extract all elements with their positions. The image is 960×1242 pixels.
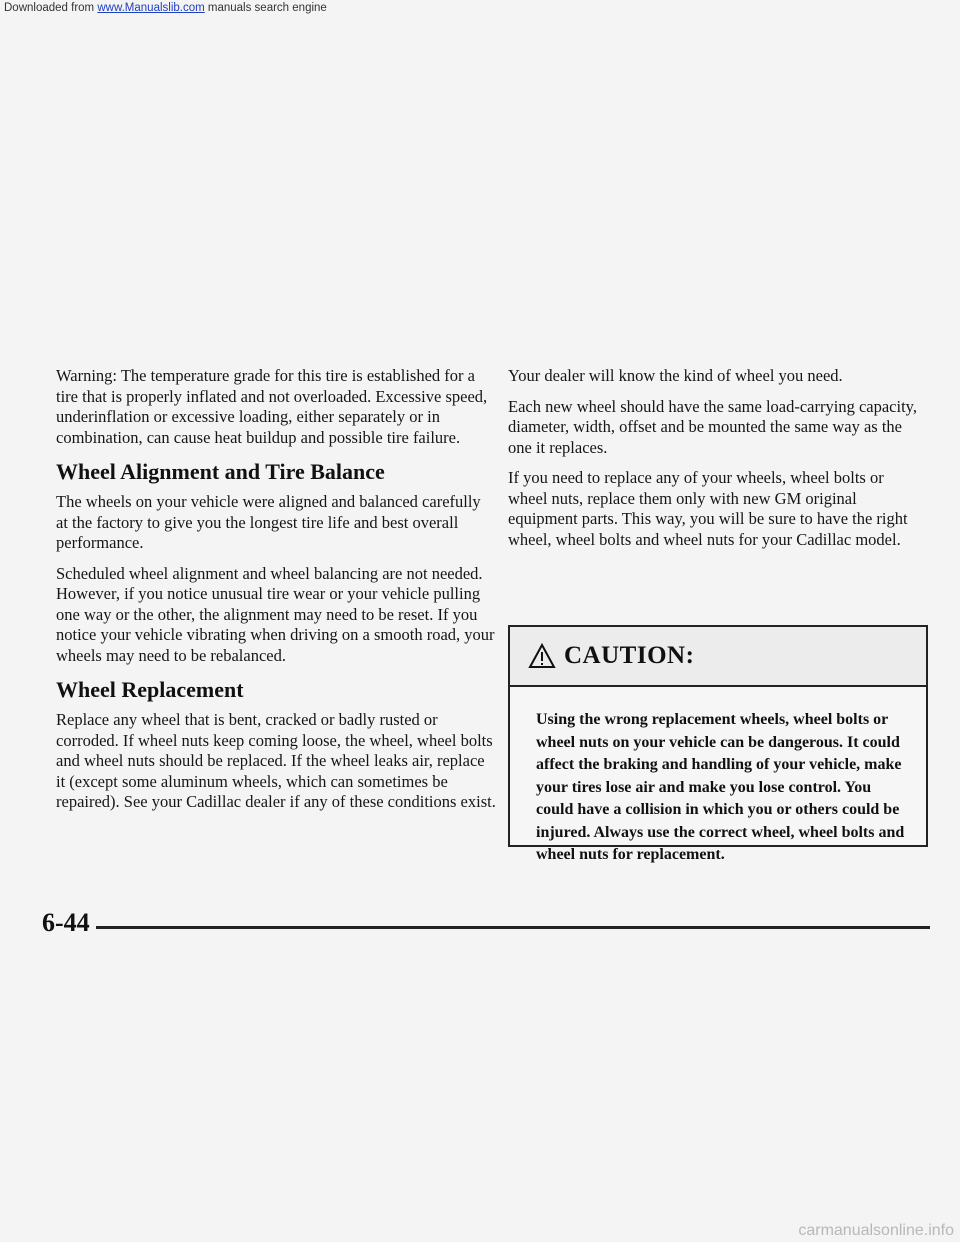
section-heading-alignment: Wheel Alignment and Tire Balance: [56, 459, 385, 484]
right-column: [508, 366, 926, 560]
watermark-prefix: Downloaded from: [4, 2, 98, 14]
page-footer: [42, 908, 930, 938]
replace-parts-paragraph: If you need to replace any of your wheels, wheel bolts or wheel nuts, replace them only with new GM original equipment parts. This way, you will be sure to have the right wheel, wheel bolts and wheel nuts for your Cadillac model.: [508, 468, 908, 549]
dealer-paragraph: Your dealer will know the kind of wheel you need.: [508, 366, 843, 385]
alignment-paragraph-1: The wheels on your vehicle were aligned and balanced carefully at the factory to give you the longest tire life and best overall performance.: [56, 492, 481, 552]
site-watermark: carmanualsonline.info: [798, 1222, 954, 1239]
temperature-warning-paragraph: Warning: The temperature grade for this tire is established for a tire that is properly inflated and not overloaded. Excessive speed, underinflation or excessive loading, either separately or in combination, can cause heat buildup and possible tire failure.: [56, 366, 488, 447]
page-number: 6-44: [42, 908, 90, 937]
replacement-paragraph: Replace any wheel that is bent, cracked or badly rusted or corroded. If wheel nuts keep coming loose, the wheel, wheel bolts and wheel nuts should be replaced. If the wheel leaks air, replace it (except some aluminum wheels, which can sometimes be repaired). See your Cadillac dealer if any of these conditions exist.: [56, 710, 496, 811]
section-heading-replacement: Wheel Replacement: [56, 677, 244, 702]
warning-triangle-icon: [528, 643, 556, 669]
left-column: [56, 366, 496, 823]
manualslib-link[interactable]: www.Manualslib.com: [97, 2, 205, 14]
new-wheel-paragraph: Each new wheel should have the same load-carrying capacity, diameter, width, offset and be mounted the same way as the one it replaces.: [508, 396, 917, 457]
alignment-paragraph-2: Scheduled wheel alignment and wheel balancing are not needed. However, if you notice unusual tire wear or your vehicle pulling one way or the other, the alignment may need to be reset. If you notice your vehicle vibrating when driving on a smooth road, your wheels may need to be rebalanced.: [56, 563, 495, 665]
caution-title: CAUTION:: [564, 642, 695, 669]
caution-header: [510, 627, 926, 687]
caution-text: Using the wrong replacement wheels, wheel bolts or wheel nuts on your vehicle can be dangerous. It could affect the braking and handling of your vehicle, make your tires lose air and make you lose control. You could have a collision in which you or others could be injured. Always use the correct wheel, wheel bolts and wheel nuts for replacement.: [536, 711, 905, 863]
caution-box: [508, 625, 928, 863]
footer-rule: [96, 926, 930, 929]
download-watermark: [4, 2, 327, 14]
watermark-suffix: manuals search engine: [204, 2, 327, 14]
